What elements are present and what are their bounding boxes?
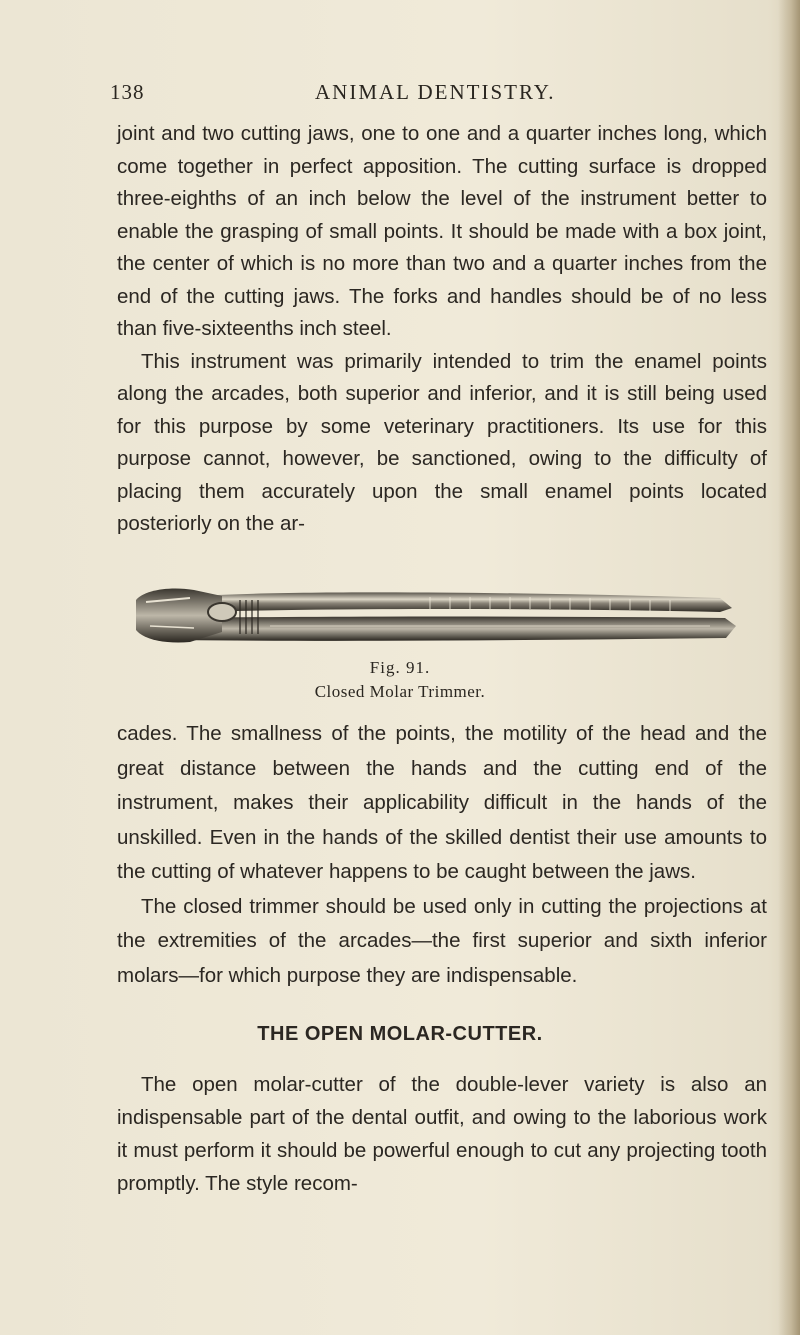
section-heading: THE OPEN MOLAR-CUTTER. [257,1023,543,1045]
paragraph-4: The closed trimmer should be used only in cutting the projections at the extremities of the arcades—the first superior and sixth inferior molars—for which purpose they are indispensable. [117,894,767,987]
figure-number: Fig. 91. [369,658,431,677]
text-block-bottom [117,1068,767,1200]
running-header [110,80,760,108]
text-block-top [117,118,767,541]
figure-caption [0,658,800,702]
paragraph-3: cades. The smallness of the points, the motility of the head and the great distance between the hands and the cutting end of the instrument, makes their applicability difficult in the hands of the unskilled. Even in the hands of the skilled dentist their use amounts to the cutting of whatever happens to be caught between the jaws. [117,722,767,883]
figure-title: Closed Molar Trimmer. [314,682,486,701]
running-title: ANIMAL DENTISTRY. [315,80,556,104]
paragraph-1: joint and two cutting jaws, one to one and a quarter inches long, which come together in perfect apposition. The cutting surface is dropped three-eighths of an inch below the level of the instrument better to enable the grasping of small points. It should be made with a box joint, the center of which is no more than two and a quarter inches from the end of the cutting jaws. The forks and handles should be of no less than five-sixteenths inch steel. [117,122,767,340]
text-block-middle [117,717,767,993]
closed-molar-trimmer-illustration-icon [130,582,742,648]
paragraph-5: The open molar-cutter of the double-lever variety is also an indispensable part of the dental outfit, and owing to the laborious work it must perform it should be powerful enough to cut any projecting tooth promptly. The style recom- [117,1073,767,1195]
page-number: 138 [110,80,145,104]
paragraph-2: This instrument was primarily intended to trim the enamel points along the arcades, both superior and inferior, and it is still being used for this purpose by some veterinary practitioners. Its use for this purpose cannot, however, be sanctioned, owing to the difficulty of placing them accurately upon the small enamel points located posteriorly on the ar- [117,349,767,535]
